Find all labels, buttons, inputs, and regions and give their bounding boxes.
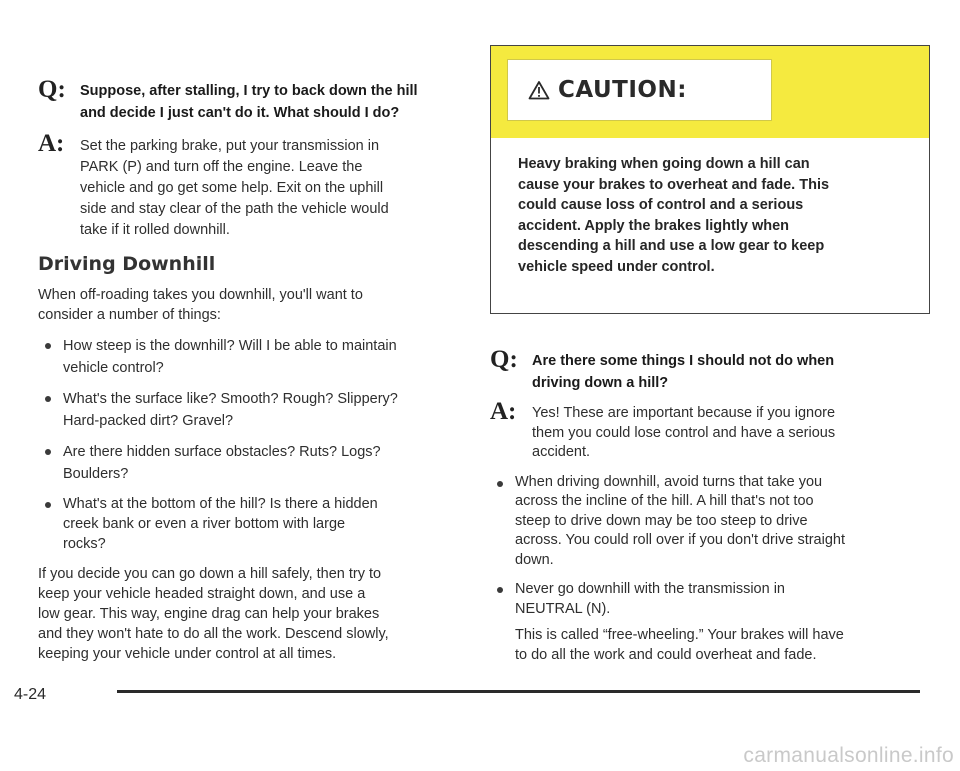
caution-title: CAUTION: <box>558 77 687 103</box>
question-line: Suppose, after stalling, I try to back down the hill <box>80 83 418 99</box>
closing-line: keeping your vehicle under control at all times. <box>38 646 337 662</box>
answer-line: vehicle and go get some help. Exit on the uphill <box>80 180 384 196</box>
list-item-line: How steep is the downhill? Will I be able to maintain <box>63 338 397 354</box>
list-item-line: Boulders? <box>63 466 129 482</box>
intro-paragraph <box>38 285 468 325</box>
caution-line: accident. Apply the brakes lightly when <box>518 217 789 234</box>
question-line: and decide I just can't do it. What should I do? <box>80 105 400 121</box>
list-item-line: creek bank or even a river bottom with large <box>63 516 346 532</box>
intro-line: consider a number of things: <box>38 307 221 323</box>
closing-line: low gear. This way, engine drag can help your brakes <box>38 606 380 622</box>
list-item <box>38 335 468 379</box>
list-item <box>490 579 930 665</box>
list-item-line: When driving downhill, avoid turns that take you <box>515 473 823 490</box>
left-column <box>38 76 468 664</box>
closing-paragraph <box>38 564 468 664</box>
note-line: to do all the work and could overheat and fade. <box>515 647 817 663</box>
list-item <box>38 388 468 432</box>
closing-line: keep your vehicle headed straight down, and use a <box>38 586 366 602</box>
caution-label <box>507 59 772 121</box>
list-item-line: Never go downhill with the transmission in <box>515 581 785 597</box>
question-line: driving down a hill? <box>532 375 669 391</box>
list-item-line: NEUTRAL (N). <box>515 601 611 617</box>
caution-line: vehicle speed under control. <box>518 258 715 275</box>
q-mark: Q: <box>490 346 518 373</box>
answer-line: side and stay clear of the path the vehicle would <box>80 201 389 217</box>
caution-line: descending a hill and use a low gear to keep <box>518 238 825 254</box>
list-item-line: vehicle control? <box>63 360 164 376</box>
question-line: Are there some things I should not do when <box>532 353 835 369</box>
list-item-line: across. You could roll over if you don't drive straight <box>515 532 846 548</box>
page-number: 4-24 <box>14 686 47 703</box>
answer-line: Set the parking brake, put your transmission in <box>80 138 380 154</box>
list-item-line: down. <box>515 551 554 568</box>
answer-line: PARK (P) and turn off the engine. Leave the <box>80 159 363 175</box>
caution-line: cause your brakes to overheat and fade. This <box>518 176 830 193</box>
question-1 <box>38 76 468 124</box>
caution-line: could cause loss of control and a serious <box>518 197 804 213</box>
list-item-line: What's the surface like? Smooth? Rough? Slippery? <box>63 391 398 407</box>
warning-triangle-icon <box>528 80 550 100</box>
downhill-rules-list <box>490 473 930 666</box>
question-2 <box>490 346 930 394</box>
list-item-line: Are there hidden surface obstacles? Ruts? Logs? <box>63 444 381 460</box>
note-line: This is called “free-wheeling.” Your brakes will have <box>515 627 844 643</box>
list-item-line: steep to drive down may be too steep to drive <box>515 512 808 529</box>
footer-rule <box>117 690 920 693</box>
watermark: carmanualsonline.info <box>743 744 954 767</box>
right-column <box>490 346 930 665</box>
section-heading: Driving Downhill <box>38 253 216 275</box>
caution-message <box>518 154 908 277</box>
caution-box <box>490 45 930 314</box>
answer-line: them you could lose control and have a serious <box>532 424 836 441</box>
caution-header <box>491 46 929 138</box>
answer-line: Yes! These are important because if you ignore <box>532 405 836 421</box>
answer-2 <box>490 398 930 463</box>
list-item <box>490 473 930 571</box>
list-item-note <box>515 625 930 665</box>
list-item <box>38 441 468 485</box>
list-item-line: Hard-packed dirt? Gravel? <box>63 413 234 429</box>
a-mark: A: <box>38 130 65 157</box>
list-item <box>38 494 468 554</box>
intro-line: When off-roading takes you downhill, you'll want to <box>38 287 363 303</box>
considerations-list <box>38 335 468 554</box>
list-item-line: What's at the bottom of the hill? Is there a hidden <box>63 496 378 512</box>
list-item-line: rocks? <box>63 536 106 552</box>
q-mark: Q: <box>38 76 66 103</box>
closing-line: and they won't hate to do all the work. Descend slowly, <box>38 626 389 642</box>
a-mark: A: <box>490 398 517 425</box>
answer-line: accident. <box>532 444 591 460</box>
caution-line: Heavy braking when going down a hill can <box>518 156 810 172</box>
answer-1 <box>38 130 468 241</box>
list-item-line: across the incline of the hill. A hill that's not too <box>515 493 814 509</box>
answer-line: take if it rolled downhill. <box>80 222 230 238</box>
closing-line: If you decide you can go down a hill safely, then try to <box>38 566 382 582</box>
